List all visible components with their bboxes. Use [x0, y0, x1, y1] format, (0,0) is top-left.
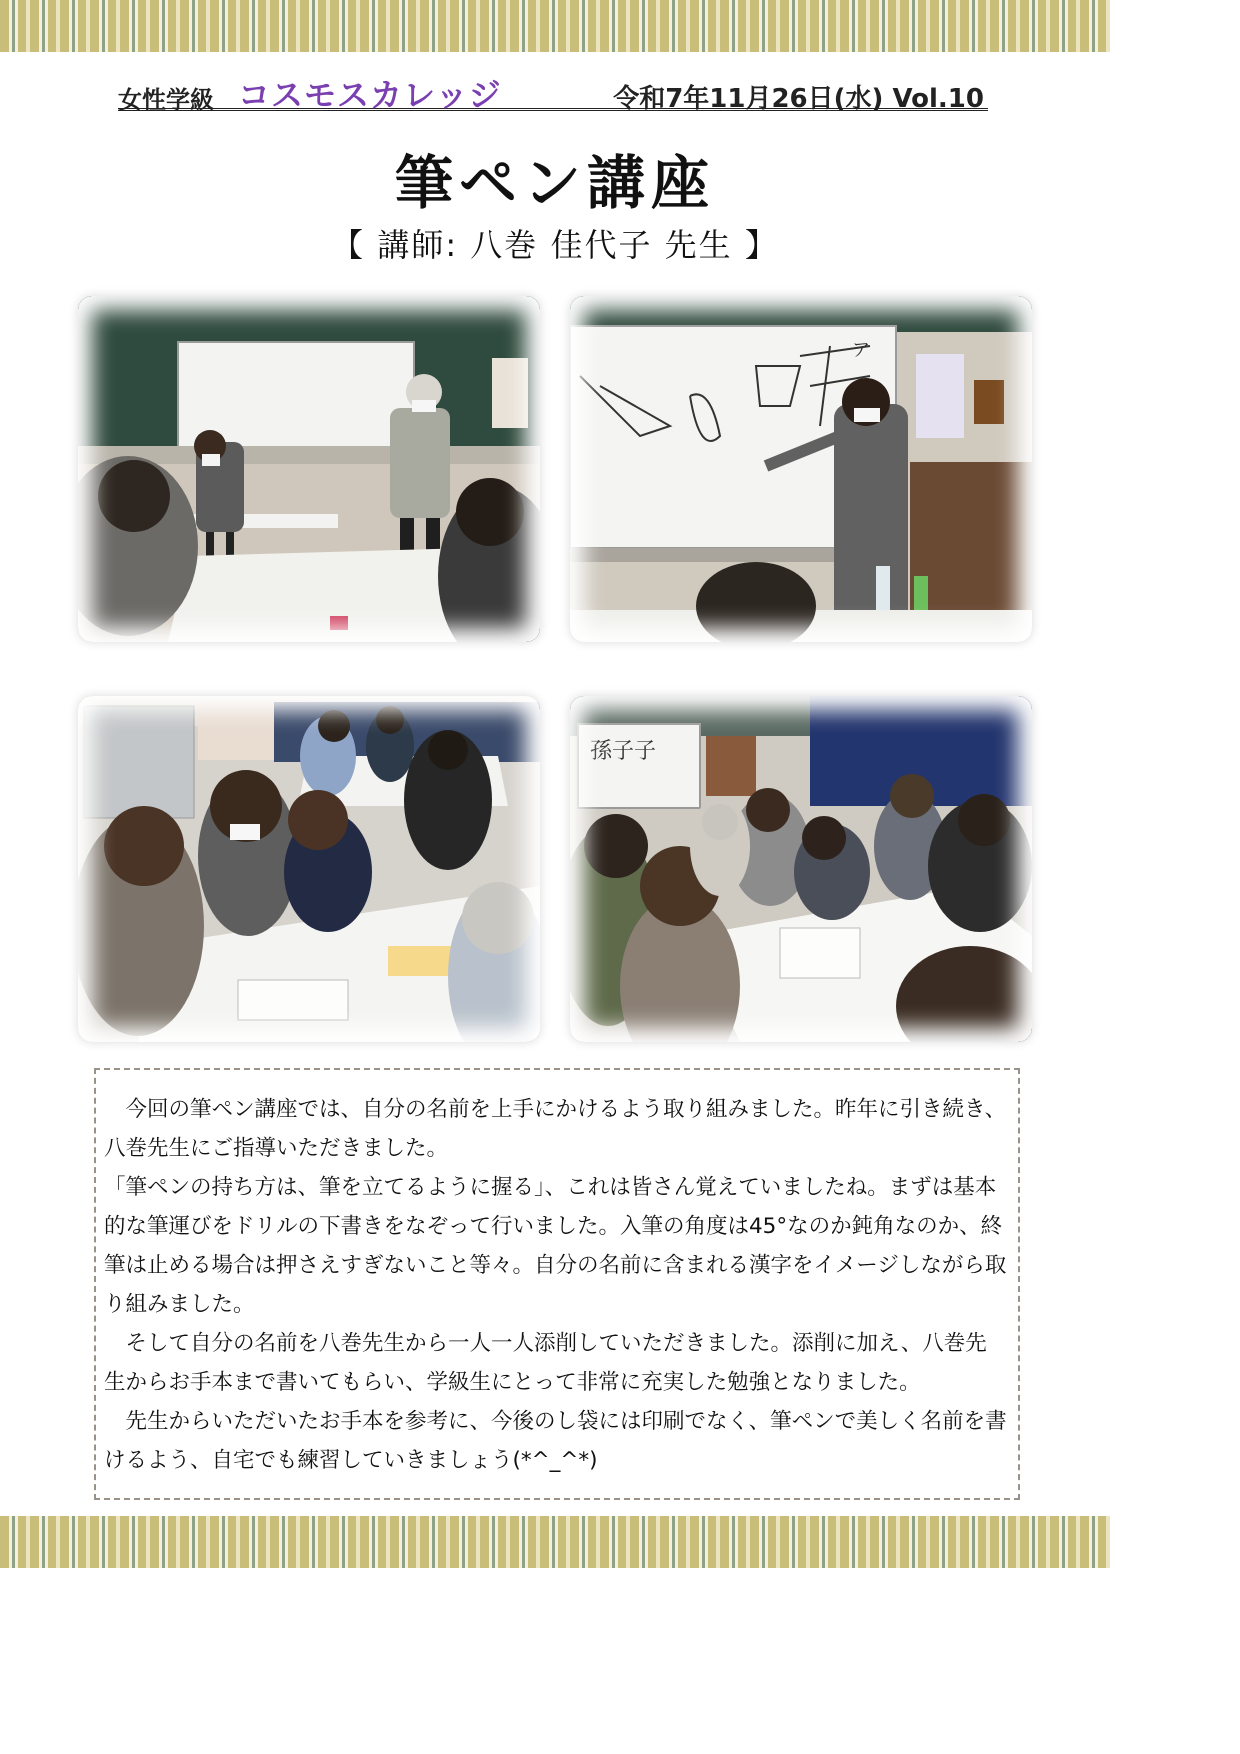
report-paragraph: 先生からいただいたお手本を参考に、今後のし袋には印刷でなく、筆ペンで美しく名前を書けるよう、自宅でも練習していきましょう(*^_^*) — [104, 1409, 1007, 1473]
newsletter-header — [118, 70, 988, 114]
college-name: コスモスカレッジ — [238, 76, 502, 114]
photo-name-correction — [570, 696, 1032, 1042]
whiteboard-handwriting: ア — [852, 340, 870, 361]
report-paragraph: そして自分の名前を八巻先生から一人一人添削していただきました。添削に加え、八巻先生からお手本まで書いてもらい、学級生にとって非常に充実した勉強となりました。 — [104, 1331, 987, 1395]
photo-instructor-introduction — [78, 296, 540, 642]
photo-whiteboard-demonstration — [570, 296, 1032, 642]
report-text-box — [94, 1068, 1020, 1500]
issue-date: 令和7年11月26日(水) Vol.10 — [613, 84, 984, 114]
report-paragraph: 今回の筆ペン講座では、自分の名前を上手にかけるよう取り組みました。昨年に引き続き、八巻先生にご指導いただきました。 — [104, 1097, 1007, 1161]
decorative-stripe-bottom — [0, 1516, 1110, 1568]
page-title: 筆ペン講座 — [394, 149, 715, 217]
decorative-stripe-top — [0, 0, 1110, 52]
report-paragraph: 「筆ペンの持ち方は、筆を立てるように握る」、これは皆さん覚えていましたね。まずは基本的な筆運びをドリルの下書きをなぞって行いました。入筆の角度は45°なのか鈍角なのか、終筆は止める場合は押さえすぎないこと等々。自分の名前に含まれる漢字をイメージしながら取り組みました。 — [104, 1175, 1007, 1317]
class-name: 女性学級 — [118, 86, 214, 114]
lecturer-line: 【 講師: 八巻 佳代子 先生 】 — [331, 226, 779, 264]
whiteboard-sample-names: 孫子子 — [590, 739, 657, 764]
photo-students-practicing — [78, 696, 540, 1042]
